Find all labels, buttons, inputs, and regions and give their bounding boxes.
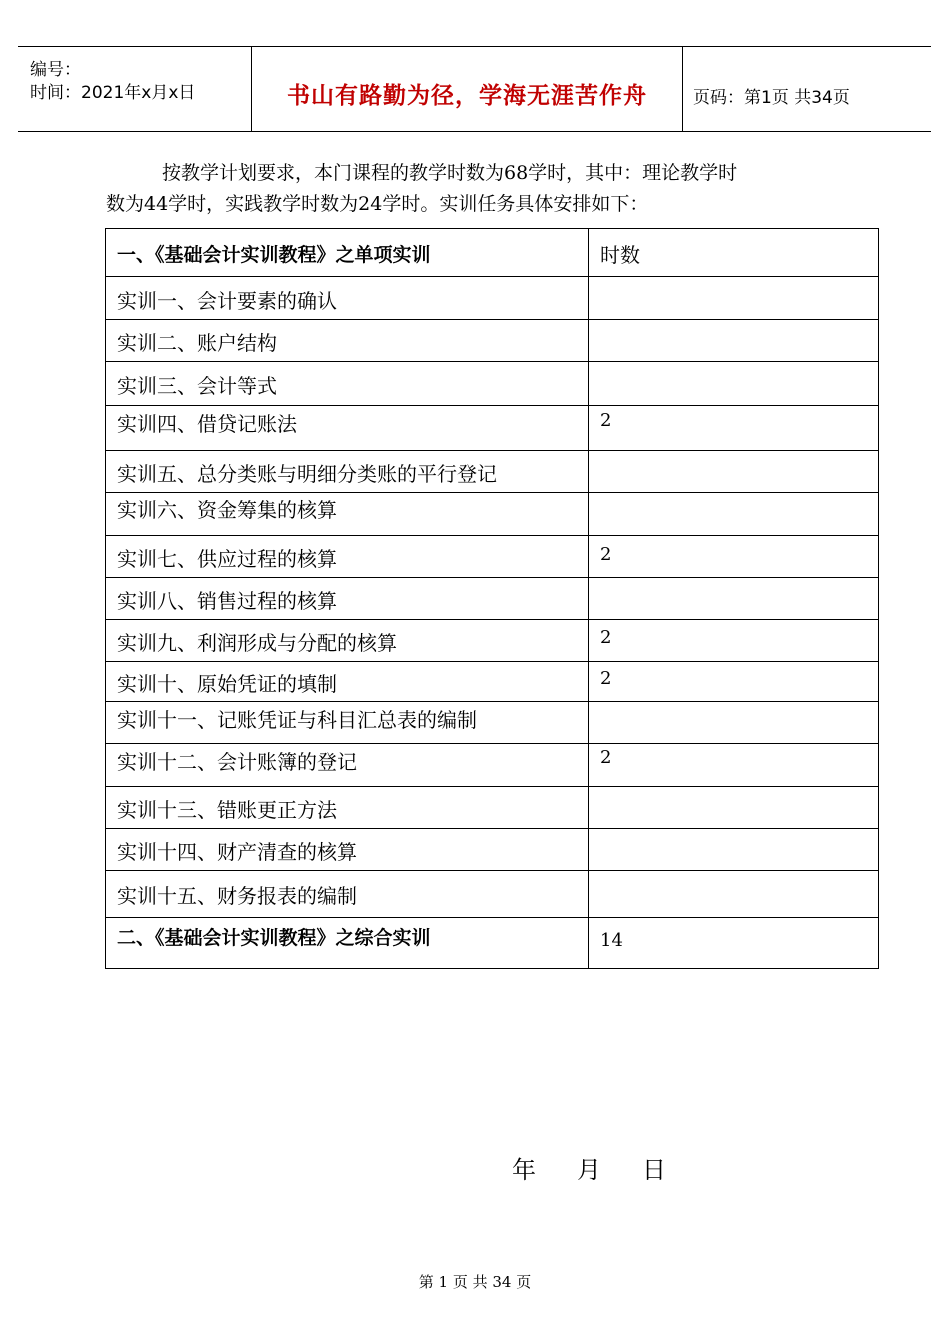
training-name: 实训十五、财务报表的编制 <box>117 884 357 908</box>
table-row <box>106 577 878 619</box>
date-month: 月 <box>577 1156 601 1184</box>
motto: 书山有路勤为径，学海无涯苦作舟 <box>287 83 647 109</box>
table-section2-row <box>106 917 878 968</box>
table-row <box>106 870 878 917</box>
training-hours: 2 <box>600 627 612 648</box>
table-row <box>106 828 878 870</box>
table-header-row <box>106 229 878 276</box>
training-hours: 2 <box>600 668 612 689</box>
header-middle-cell <box>252 47 683 131</box>
table-row <box>106 701 878 743</box>
training-name: 实训一、会计要素的确认 <box>117 289 337 313</box>
hours-header: 时数 <box>600 243 640 267</box>
training-name: 实训十三、错账更正方法 <box>117 798 337 822</box>
header-right-cell <box>683 47 931 131</box>
training-schedule-table <box>105 228 879 969</box>
training-name: 实训八、销售过程的核算 <box>117 589 337 613</box>
table-row <box>106 361 878 405</box>
section1-title: 一、《基础会计实训教程》之单项实训 <box>117 244 431 266</box>
section2-title: 二、《基础会计实训教程》之综合实训 <box>117 927 431 949</box>
time-label: 时间：2021年x月x日 <box>30 83 196 103</box>
page-header <box>18 46 931 132</box>
header-left-cell <box>18 47 252 131</box>
intro-line-2: 数为44学时，实践教学时数为24学时。实训任务具体安排如下： <box>106 193 649 215</box>
table-row <box>106 619 878 661</box>
table-row <box>106 450 878 492</box>
training-hours: 2 <box>600 747 612 768</box>
table-row <box>106 535 878 577</box>
table-row <box>106 743 878 786</box>
table-row <box>106 661 878 701</box>
training-name: 实训四、借贷记账法 <box>117 412 297 436</box>
date-day: 日 <box>642 1156 666 1184</box>
training-name: 实训七、供应过程的核算 <box>117 547 337 571</box>
training-name: 实训十二、会计账簿的登记 <box>117 750 357 774</box>
training-name: 实训十四、财产清查的核算 <box>117 840 357 864</box>
intro-line-1: 按教学计划要求，本门课程的教学时数为68学时，其中：理论教学时 <box>162 162 738 184</box>
training-name: 实训十一、记账凭证与科目汇总表的编制 <box>117 708 477 732</box>
table-row <box>106 786 878 828</box>
training-name: 实训十、原始凭证的填制 <box>117 672 337 696</box>
date-year: 年 <box>512 1156 536 1184</box>
serial-label: 编号： <box>30 60 81 80</box>
table-row <box>106 492 878 535</box>
table-row <box>106 276 878 319</box>
table-row <box>106 405 878 450</box>
training-name: 实训五、总分类账与明细分类账的平行登记 <box>117 462 497 486</box>
training-name: 实训二、账户结构 <box>117 331 277 355</box>
section2-hours: 14 <box>600 930 623 951</box>
table-row <box>106 319 878 361</box>
page-footer: 第 1 页 共 34 页 <box>418 1273 532 1291</box>
training-name: 实训三、会计等式 <box>117 374 277 398</box>
training-name: 实训九、利润形成与分配的核算 <box>117 631 397 655</box>
training-hours: 2 <box>600 544 612 565</box>
page-info: 页码：第1页 共34页 <box>693 88 850 108</box>
training-hours: 2 <box>600 410 612 431</box>
training-name: 实训六、资金筹集的核算 <box>117 498 337 522</box>
